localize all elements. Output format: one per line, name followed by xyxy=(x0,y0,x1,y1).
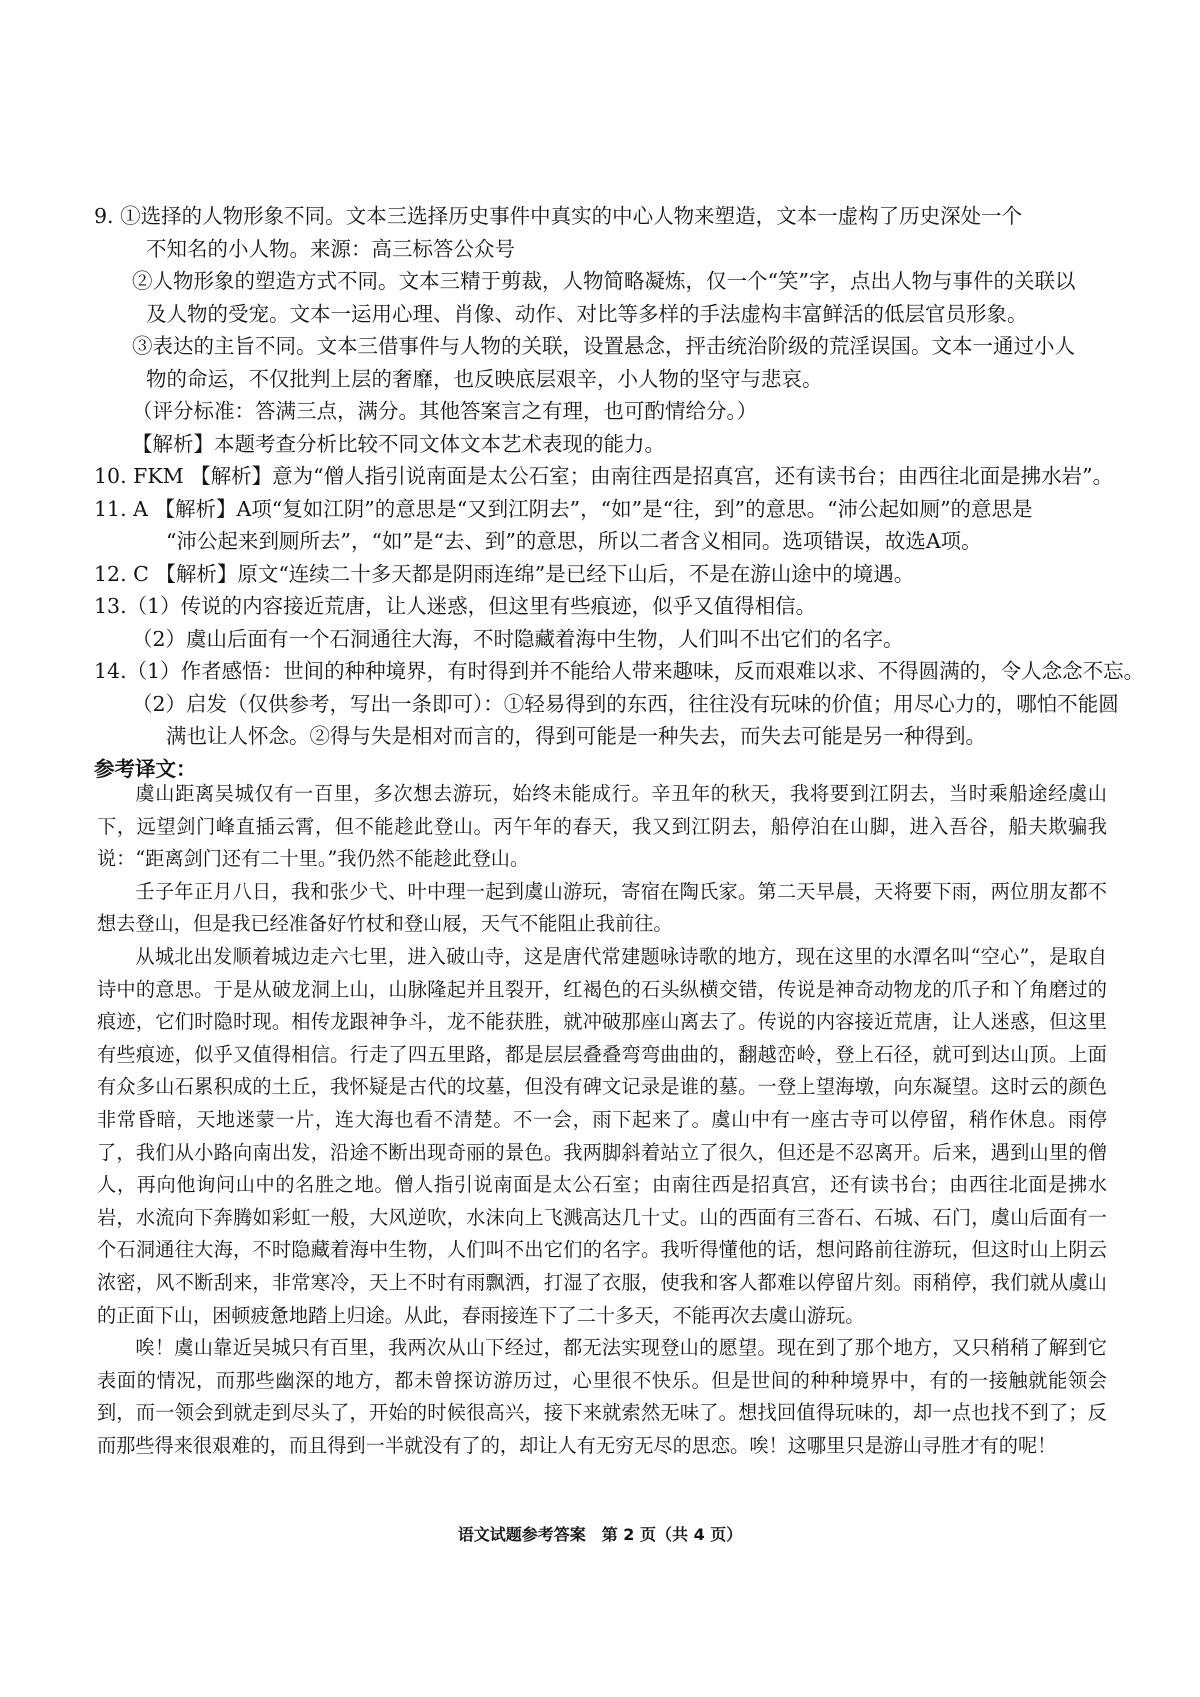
q14-line-3: 满也让人怀念。②得与失是相对而言的，得到可能是一种失去，而失去可能是另一种得到。 xyxy=(166,724,986,748)
q9-line-1: 9. ①选择的人物形象不同。文本三选择历史事件中真实的中心人物来塑造，文本一虚构了历史深处一个 xyxy=(94,204,1023,228)
q11-line-1: 11. A 【解析】A项“复如江阴”的意思是“又到江阴去”，“如”是“往，到”的意思。“沛公起如厕”的意思是 xyxy=(94,496,1033,521)
q13-line-1: 13.（1）传说的内容接近荒唐，让人迷惑，但这里有些痕迹，似乎又值得相信。 xyxy=(94,594,817,618)
page-footer: 语文试题参考答案 第 2 页（共 4 页） xyxy=(457,1525,743,1544)
translation-paragraph: 壬子年正月八日，我和张少弋、叶中理一起到虞山游玩，寄宿在陶氏家。第二天早晨，天将要下雨，两位朋友都不想去登山，但是我已经准备好竹杖和登山屐，天气不能阻止我前往。 xyxy=(97,879,1107,936)
translation-title: 参考译文： xyxy=(94,756,197,781)
q14-line-1: 14.（1）作者感悟：世间的种种境界，有时得到并不能给人带来趣味，反而艰难以求、不得圆满的，令人念念不忘。 xyxy=(94,659,1145,683)
q10-answer: 10. FKM 【解析】意为“僧人指引说南面是太公石室；由南往西是招真宫，还有读书台；由西往北面是拂水岩”。 xyxy=(94,464,1114,488)
q13-line-2: （2）虞山后面有一个石洞通往大海，不时隐藏着海中生物，人们叫不出它们的名字。 xyxy=(132,626,904,651)
q14-line-2: （2）启发（仅供参考，写出一条即可）：①轻易得到的东西，往往没有玩味的价值；用尽心力的，哪怕不能圆 xyxy=(132,691,1119,716)
q9-analysis: 【解析】本题考查分析比较不同文体文本艺术表现的能力。 xyxy=(132,431,665,456)
translation-paragraph: 虞山距离吴城仅有一百里，多次想去游玩，始终未能成行。辛丑年的秋天，我将要到江阴去，当时乘船途经虞山下，远望剑门峰直插云霄，但不能趁此登山。丙午年的春天，我又到江阴去，船停泊在山脚，进入吾谷，船夫欺骗我说：“距离剑门还有二十里。”我仍然不能趁此登山。 xyxy=(97,782,1107,871)
translation-paragraph: 唉！虞山靠近吴城只有百里，我两次从山下经过，都无法实现登山的愿望。现在到了那个地方，又只稍稍了解到它表面的情况，而那些幽深的地方，都未曾探访游历过，心里很不快乐。但是世间的种种境界中，有的一接触就能领会到，而一领会到就走到尽头了，开始的时候很高兴，接下来就索然无味了。想找回值得玩味的，却一点也找不到了；反而那些得来很艰难的，而且得到一半就没有了的，却让人有无穷无尽的思恋。唉！这哪里只是游山寻胜才有的呢！ xyxy=(97,1336,1107,1457)
q9-line-5: ③表达的主旨不同。文本三借事件与人物的关联，设置悬念，抨击统治阶级的荒淫误国。文本一通过小人 xyxy=(132,334,1075,358)
translation-paragraph: 从城北出发顺着城边走六七里，进入破山寺，这是唐代常建题咏诗歌的地方，现在这里的水潭名叫“空心”，是取自诗中的意思。于是从破龙洞上山，山脉隆起并且裂开，红褐色的石头纵横交错，传说是神奇动物龙的爪子和丫角磨过的痕迹，它们时隐时现。相传龙跟神争斗，龙不能获胜，就冲破那座山离去了。传说的内容接近荒唐，让人迷惑，但这里有些痕迹，似乎又值得相信。行走了四五里路，都是层层叠叠弯弯曲曲的，翻越峦岭，登上石径，就可到达山顶。上面有众多山石累积成的土丘，我怀疑是古代的坟墓，但没有碑文记录是谁的墓。一登上望海墩，向东凝望。这时云的颜色非常昏暗，天地迷蒙一片，连大海也看不清楚。不一会，雨下起来了。虞山中有一座古寺可以停留，稍作休息。雨停了，我们从小路向南出发，沿途不断出现奇丽的景色。我两脚斜着站立了很久，但还是不忍离开。后来，遇到山里的僧人，再向他询问山中的名胜之地。僧人指引说南面是太公石室；由南往西是招真宫，还有读书台；由西往北面是拂水岩，水流向下奔腾如彩虹一般，大风逆吹，水沫向上飞溅高达几十丈。山的西面有三沓石、石城、石门，虞山后面有一个石洞通往大海，不时隐藏着海中生物，人们叫不出它们的名字。我听得懂他的话，想问路前往游玩，但这时山上阴云浓密，风不断刮来，非常寒冷，天上不时有雨飘洒，打湿了衣服，使我和客人都难以停留片刻。雨稍停，我们就从虞山的正面下山，困顿疲惫地踏上归途。从此，春雨接连下了二十多天，不能再次去虞山游玩。 xyxy=(97,944,1107,1327)
q9-scoring: （评分标准：答满三点，满分。其他答案言之有理，也可酌情给分。） xyxy=(132,399,758,423)
q9-line-3: ②人物形象的塑造方式不同。文本三精于剪裁，人物简略凝炼，仅一个“笑”字，点出人物与事件的关联以 xyxy=(132,269,1076,293)
q12-answer: 12. C 【解析】原文“连续二十多天都是阴雨连绵”是已经下山后，不是在游山途中的境遇。 xyxy=(94,561,915,586)
q9-line-4: 及人物的受宠。文本一运用心理、肖像、动作、对比等多样的手法虚构丰富鲜活的低层官员形象。 xyxy=(146,301,1028,326)
translation-section xyxy=(97,778,1107,1462)
q9-line-2: 不知名的小人物。来源：高三标答公众号 xyxy=(146,236,515,261)
q9-line-6: 物的命运，不仅批判上层的奢靡，也反映底层艰辛，小人物的坚守与悲哀。 xyxy=(146,366,823,391)
q11-line-2: “沛公起来到厕所去”，“如”是“去、到”的意思，所以二者含义相同。选项错误，故选A项。 xyxy=(166,529,982,553)
answers-section xyxy=(94,200,1145,785)
